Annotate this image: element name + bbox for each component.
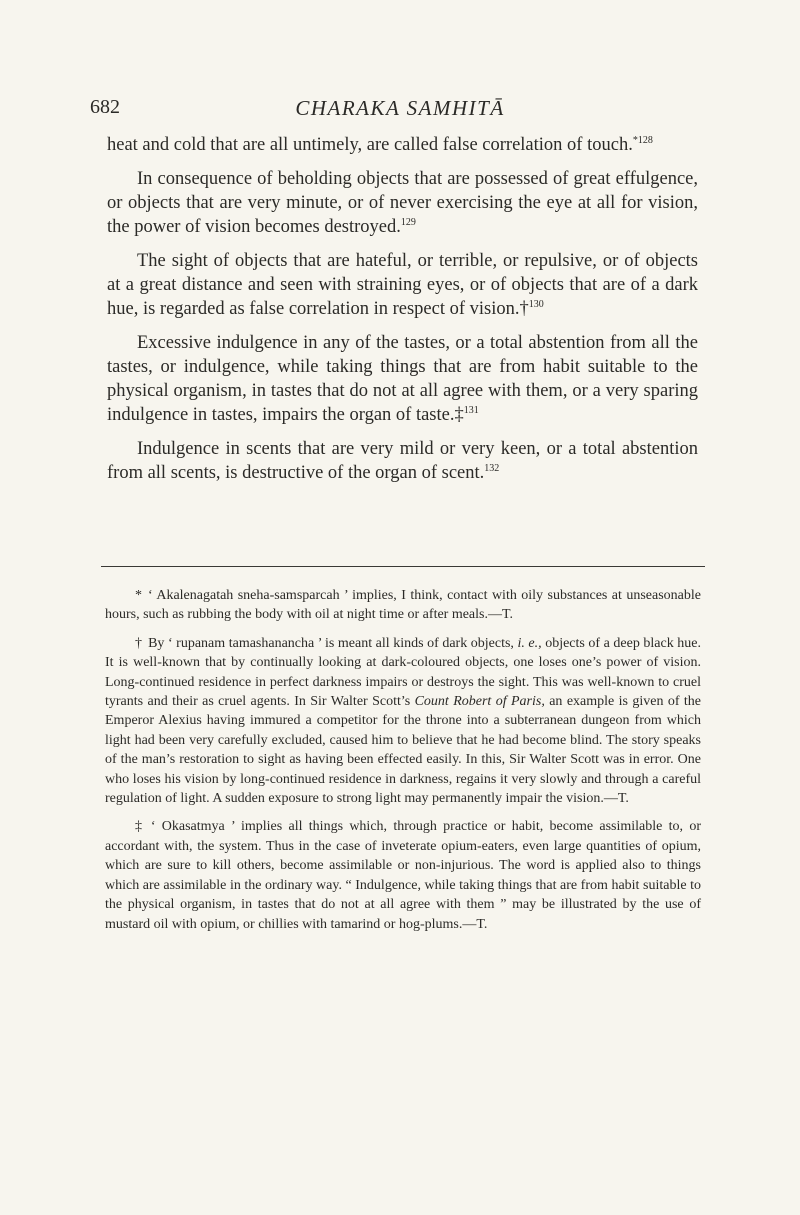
paragraph-vision-false: The sight of objects that are hateful, or terrible, or repulsive, or of objects at a great distance and seen with straining eyes, or of objects that are of a dark hue, is regarded as false correlation in respect of vision.†$^{130}$	[107, 251, 698, 319]
footnote-ref-132: 132	[484, 462, 500, 474]
main-text	[107, 133, 698, 495]
footnote-ref-131: 131	[463, 404, 479, 416]
footnote-ref-130: 130	[528, 298, 544, 310]
footnote-divider	[101, 566, 705, 567]
page-number: 682	[90, 96, 120, 118]
footnote-dagger: † By ‘ rupanam tamashanancha ’ is meant all kinds of dark objects, i. e., objects of a deep black hue. It is well-known that by continually looking at dark-coloured objects, one loses one’s power of vision. Long-continued residence in perfect darkness impairs or destroys the sight. This was well-known to cruel tyrants and their as cruel agents. In Sir Walter Scott’s Count Robert of Paris, an example is given of the Emperor Alexius having immured a competitor for the throne into a subterranean dungeon from which light had been very carefully excluded, caused him to believe that he had become blind. The story speaks of the man’s restoration to sight as having been effected easily. In this, Sir Walter Scott was in error. One who loses his vision by long-continued residence in darkness, regains it very slowly and through a careful regulation of light. A sudden exposure to strong light may permanently impair the vision.—T.	[105, 635, 701, 807]
double-dagger-mark: ‡	[454, 405, 464, 425]
footnote-double-dagger: ‡ ‘ Okasatmya ’ implies all things which, through practice or habit, become assimilable to, or accordant with, the system. Thus in the case of inveterate opium-eaters, even large quantities of opium, which are sure to kill others, become assimilable or non-injurious. The word is applied also to things which are assimilable in the ordinary way. “ Indulgence, while taking things that are from habit suitable to the physical organism, in tastes that do not at all agree with them ” may be illustrated by the use of mustard oil with opium, or chillies with tamarind or hog-plums.—T.	[105, 819, 702, 932]
paragraph-touch: heat and cold that are all untimely, are called false correlation of touch.$^{*128}$	[107, 134, 653, 155]
paragraph-scent: Indulgence in scents that are very mild or very keen, or a total abstention from all scents, is destructive of the organ of scent.$^{132}$	[107, 439, 698, 483]
page-header	[0, 96, 800, 126]
paragraph-vision-destroyed: In consequence of beholding objects that are possessed of great effulgence, or objects that are very minute, or of never exercising the eye at all for vision, the power of vision becomes destroyed.$^{129}$	[107, 169, 698, 237]
footnote-asterisk: * ‘ Akalenagatah sneha-samsparcah ’ implies, I think, contact with oily substances at unseasonable hours, such as rubbing the body with oil at night time or after meals.—T.	[105, 588, 701, 623]
running-title: CHARAKA SAMHITĀ	[295, 96, 505, 120]
book-title: Count Robert of Paris,	[414, 694, 545, 710]
dagger-mark: †	[519, 299, 529, 319]
footnotes	[105, 586, 701, 943]
footnote-ref-128: *128	[632, 134, 653, 146]
paragraph-taste: Excessive indulgence in any of the tastes, or a total abstention from all the tastes, or indulgence, while taking things that are from habit suitable to the physical organism, in tastes that do not at all agree with them, or a very sparing indulgence in tastes, impairs the organ of taste.‡$^{131}$	[107, 333, 698, 425]
footnote-ref-129: 129	[400, 216, 416, 228]
